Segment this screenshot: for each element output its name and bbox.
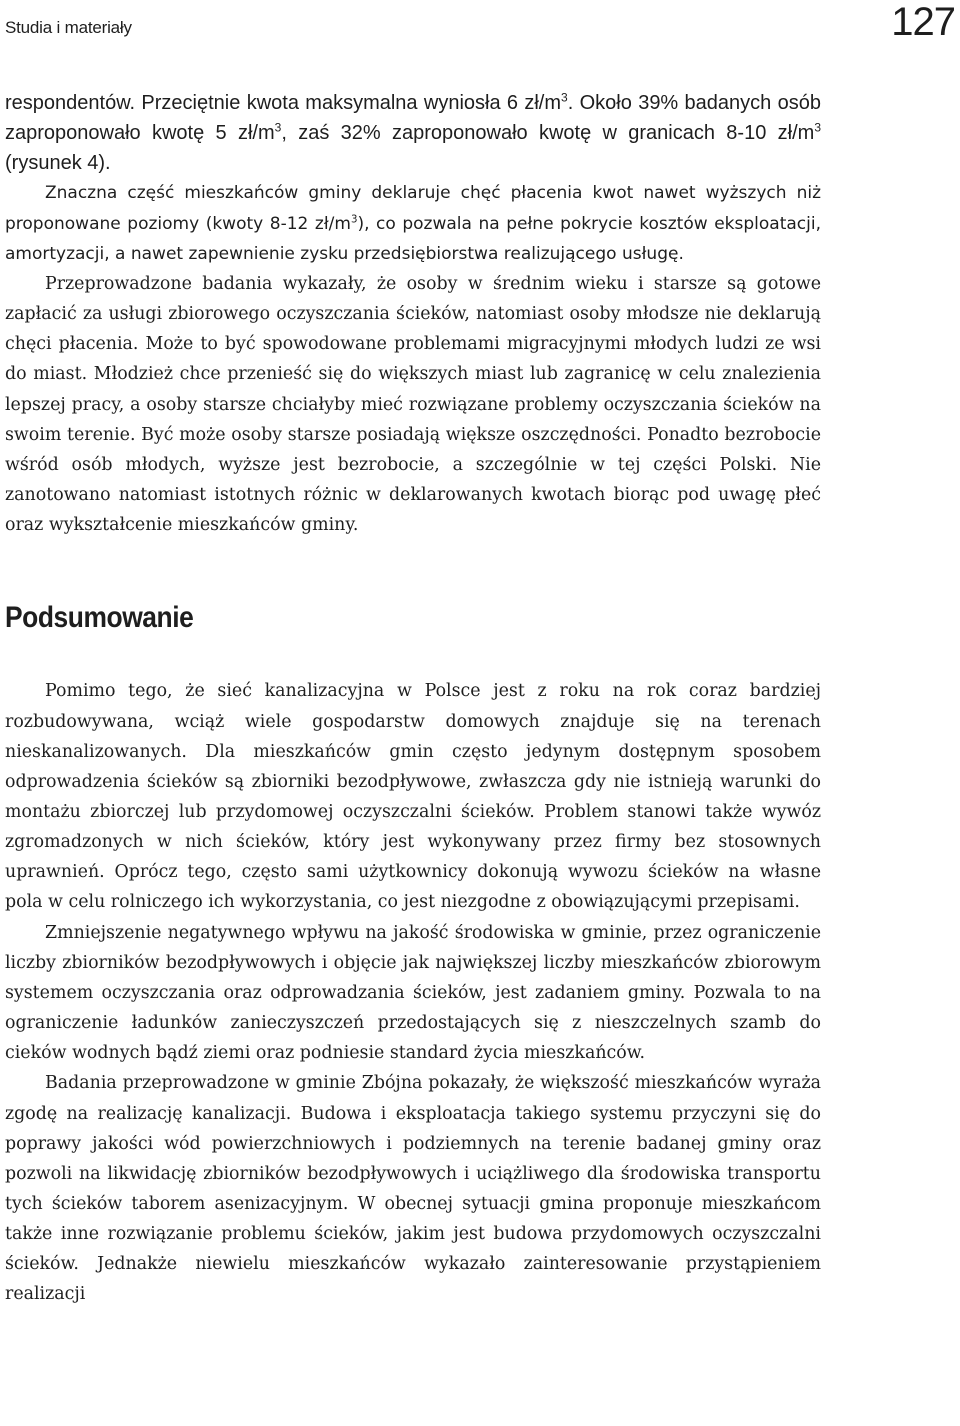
running-head: Studia i materiały (5, 18, 132, 37)
page-number: 127 (891, 0, 955, 44)
superscript: 3 (814, 120, 821, 135)
text-run: Badania przeprowadzone w gminie Zbójna pokazały, że większość mieszkańców wyraża zgodę na realizację kanalizacji. Budowa i eksploatacja takiego systemu przyczyni się do poprawy jakości wód powierzchniowych i podziemnych na terenie badanej gminy oraz pozwoli na likwidację zbiorników bezodpływowych i uciążliwego dla środowiska transportu tych ścieków taborem asenizacyjnym. W obecnej sytuacji gmina proponuje mieszkańcom także inne rozwiązanie problemu ścieków, jakim jest budowa przydomowych oczyszczalni ścieków. Jednakże niewielu mieszkańców wykazało zainteresowanie przystąpieniem realizacji (5, 1073, 821, 1305)
section-title: Podsumowanie (5, 601, 194, 635)
text-run: Znaczna część mieszkańców gminy deklaruje chęć płacenia kwot nawet wyższych niż proponowane poziomy (kwoty 8-12 zł/m (5, 183, 821, 234)
article-body (5, 88, 821, 1310)
paragraph-summary-2 (5, 918, 821, 1069)
superscript: 3 (561, 90, 568, 105)
text-run: ), co pozwala na pełne pokrycie kosztów eksploatacji, amortyzacji, a nawet zapewnienie zysku przedsiębiorstwa realizującego usługę. (5, 213, 821, 264)
text-run: , zaś 32% zaproponowało kwotę w granicach 8-10 zł/m (281, 122, 815, 145)
superscript: 3 (274, 120, 282, 135)
paragraph-summary-1 (5, 676, 821, 917)
paragraph-respondents (5, 88, 821, 178)
text-run: Zmniejszenie negatywnego wpływu na jakość środowiska w gminie, przez ograniczenie liczby zbiorników bezodpływowych i objęcie jak największej liczby mieszkańców zbiorowym systemem oczyszczania oraz odprowadzania ścieków, jest zadaniem gminy. Pozwala to na ograniczenie ładunków zanieczyszczeń przedostających się z nieszczelnych szamb do cieków wodnych bądź ziemi oraz podniesie standard życia mieszkańców. (5, 922, 821, 1064)
text-run: Pomimo tego, że sieć kanalizacyjna w Polsce jest z roku na rok coraz bardziej rozbudowywana, wciąż wiele gospodarstw domowych znajduje się na terenach nieskanalizowanych. Dla mieszkańców gmin często jedynym dostępnym sposobem odprowadzenia ścieków są zbiorniki bezodpływowe, zwłaszcza gdy nie istnieją warunki do montażu zbiorczej lub przydomowej oczyszczalni ścieków. Problem stanowi także wywóz zgromadzonych w nich ścieków, który jest wykonywany przez firmy bez stosownych uprawnień. Oprócz tego, często sami użytkownicy dokonują wywozu ścieków na własne pola w celu rolniczego ich wykorzystania, co jest niezgodne z obowiązującymi przepisami. (5, 681, 821, 913)
paragraph-willingness (5, 178, 821, 268)
text-run: respondentów. Przeciętnie kwota maksymalna wyniosła 6 zł/m (5, 92, 562, 114)
paragraph-research (5, 269, 821, 540)
text-run: (rysunek 4). (5, 152, 111, 175)
superscript: 3 (350, 213, 358, 225)
text-run: . Około 39% badanych osób zaproponowało kwotę 5 zł/m (5, 92, 821, 145)
paragraph-summary-3 (5, 1068, 821, 1309)
text-run: Przeprowadzone badania wykazały, że osoby w średnim wieku i starsze są gotowe zapłacić za usługi zbiorowego oczyszczania ścieków, natomiast osoby młodsze nie deklarują chęci płacenia. Może to być spowodowane problemami migracyjnymi młodych ludzi ze wsi do miast. Młodzież chce przenieść się do większych miast lub zagranicę w celu znalezienia lepszej pracy, a osoby starsze chciałyby mieć rozwiązane problemy oczyszczania ścieków na swoim terenie. Być może osoby starsze posiadają większe oszczędności. Ponadto bezrobocie wśród osób młodych, wyższe jest bezrobocie, a szczególnie w tej części Polski. Nie zanotowano natomiast istotnych różnic w deklarowanych kwotach biorąc pod uwagę płeć oraz wykształcenie mieszkańców gminy. (5, 273, 821, 536)
